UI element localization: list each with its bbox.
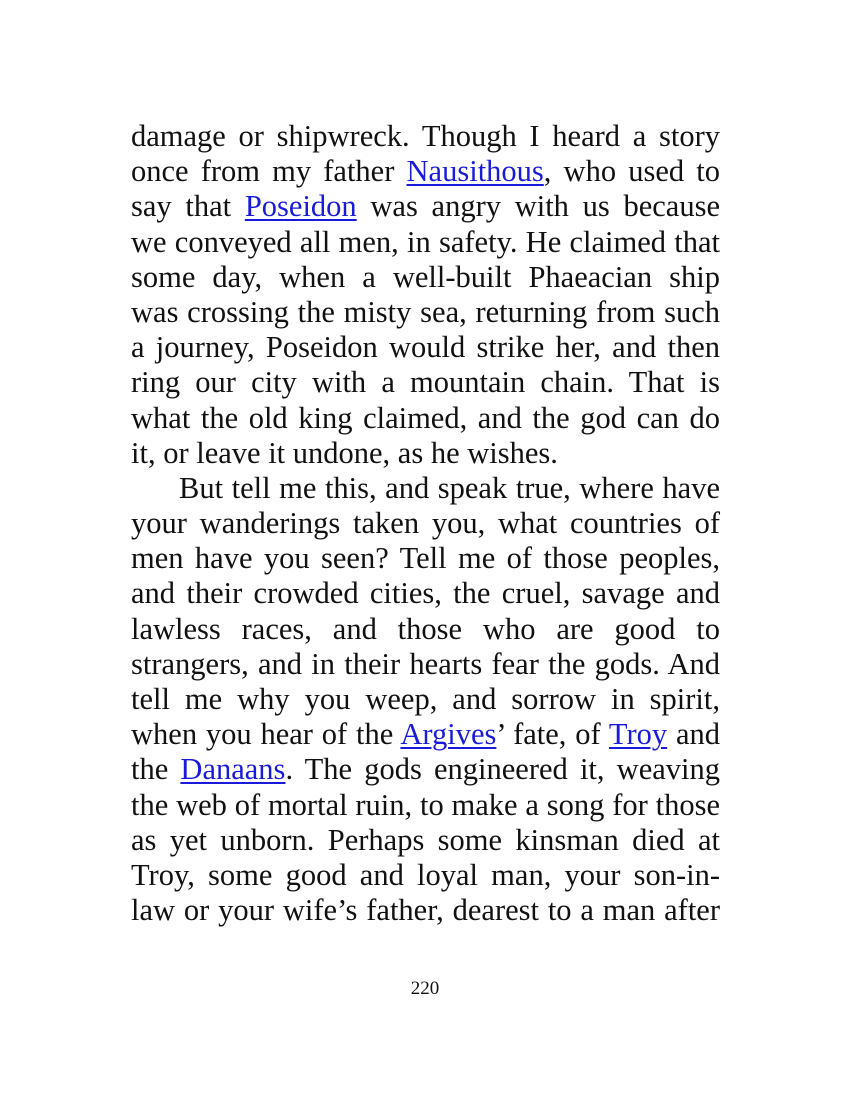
text-segment: was angry with us because	[356, 189, 720, 224]
hyperlink-nausithous[interactable]: Nausithous	[406, 154, 544, 189]
text-line	[131, 401, 720, 436]
text-segment: men have you seen? Tell me of those peoples,	[131, 541, 720, 576]
text-segment: the web of mortal ruin, to make a song for those	[131, 787, 720, 822]
text-line	[131, 330, 720, 365]
text-segment: once from my father	[131, 154, 407, 189]
text-line	[131, 225, 720, 260]
body-text	[131, 119, 720, 928]
text-segment: tell me why you weep, and sorrow in spirit,	[131, 682, 720, 716]
text-line	[131, 506, 720, 541]
hyperlink-poseidon[interactable]: Poseidon	[244, 189, 357, 224]
text-line	[131, 576, 720, 611]
text-segment: damage or shipwreck. Though I heard a story	[131, 119, 720, 153]
text-segment: . The gods engineered it, weaving	[285, 752, 720, 787]
text-line	[131, 682, 720, 717]
text-line	[131, 365, 720, 400]
text-segment: was crossing the misty sea, returning from such	[131, 294, 720, 329]
text-line	[131, 823, 720, 858]
text-segment: ring our city with a mountain chain. That is	[131, 365, 720, 400]
page-number: 220	[410, 978, 440, 999]
text-segment: a journey, Poseidon would strike her, and then	[131, 330, 720, 365]
text-segment: it, or leave it undone, as he wishes.	[131, 435, 558, 470]
text-segment: and	[667, 717, 720, 752]
text-segment: as yet unborn. Perhaps some kinsman died at	[131, 822, 720, 857]
text-segment: law or your wife’s father, dearest to a man after	[131, 893, 720, 928]
text-line	[131, 154, 720, 189]
text-segment: your wanderings taken you, what countries of	[131, 506, 720, 541]
text-line	[131, 752, 720, 787]
text-segment: what the old king claimed, and the god can do	[131, 400, 720, 435]
text-line	[131, 295, 720, 330]
text-segment: ’ fate, of	[496, 717, 609, 752]
text-segment: Troy, some good and loyal man, your son-in-	[131, 857, 720, 892]
text-segment: we conveyed all men, in safety. He claimed that	[131, 224, 720, 259]
text-line	[131, 119, 720, 154]
text-segment: some day, when a well-built Phaeacian ship	[131, 259, 720, 294]
text-line	[131, 893, 720, 928]
text-segment: and their crowded cities, the cruel, savage and	[131, 576, 720, 611]
text-line	[131, 717, 720, 752]
text-line	[131, 541, 720, 576]
hyperlink-danaans[interactable]: Danaans	[180, 752, 286, 787]
text-line	[131, 858, 720, 893]
text-line	[131, 471, 720, 506]
text-line	[131, 647, 720, 682]
text-segment: , who used to	[543, 154, 720, 189]
text-line	[131, 436, 720, 471]
text-segment: strangers, and in their hearts fear the gods. And	[131, 646, 720, 681]
hyperlink-argives[interactable]: Argives	[400, 717, 497, 752]
text-segment: lawless races, and those who are good to	[131, 611, 720, 646]
text-line	[131, 189, 720, 224]
text-line	[131, 788, 720, 823]
text-line	[131, 612, 720, 647]
hyperlink-troy[interactable]: Troy	[608, 717, 668, 752]
text-segment: the	[131, 752, 181, 787]
text-segment: when you hear of the	[131, 717, 401, 752]
text-line	[131, 260, 720, 295]
text-segment: But tell me this, and speak true, where have	[179, 470, 720, 505]
text-segment: say that	[131, 189, 245, 224]
